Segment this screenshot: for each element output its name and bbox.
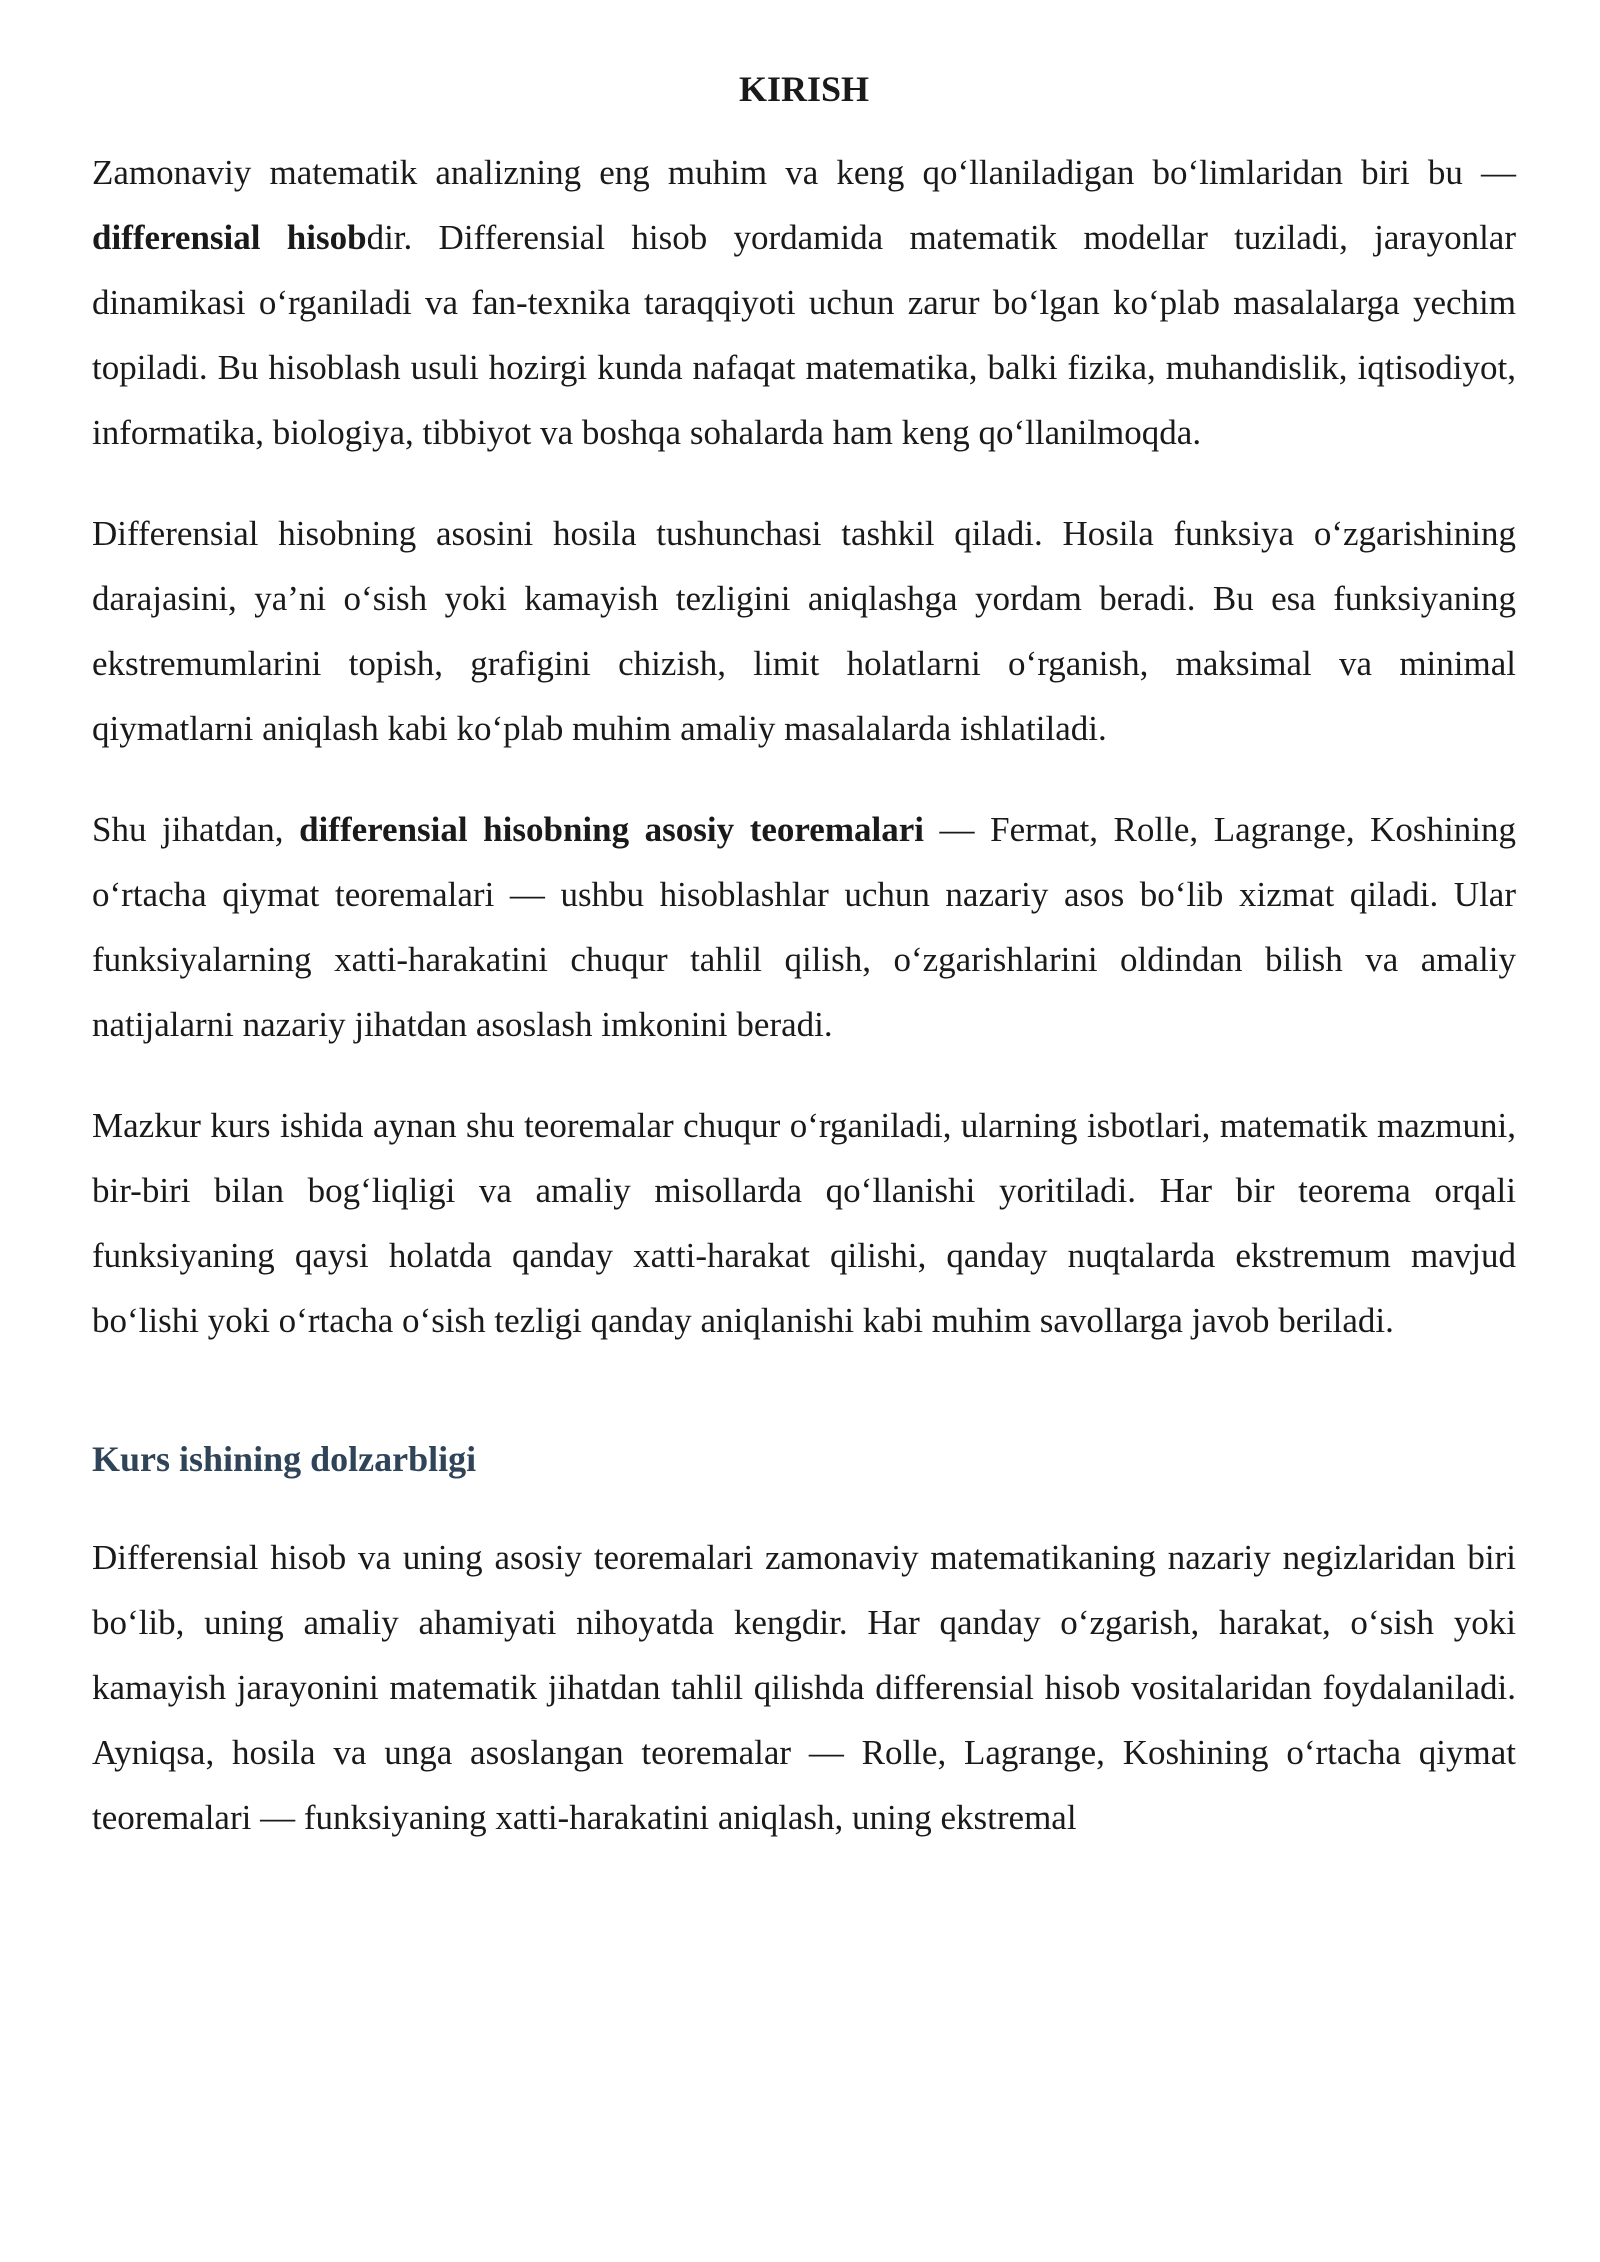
paragraph-text: dir. Differensial hisob yordamida matematik modellar tuziladi, jarayonlar dinamikasi o‘rganiladi va fan-texnika taraqqiyoti uchun zarur bo‘lgan ko‘plab masalalarga yechim topiladi. Bu hisoblash usuli hozirgi kunda nafaqat matematika, balki fizika, muhandislik, iqtisodiyot, informatika, biologiya, tibbiyot va boshqa sohalarda ham keng qo‘llanilmoqda.: [92, 218, 1516, 452]
section-heading: Kurs ishining dolzarbligi: [92, 1439, 477, 1479]
paragraph-text: — Fermat, Rolle, Lagrange, Koshining o‘rtacha qiymat teoremalari — ushbu hisoblashlar uchun nazariy asos bo‘lib xizmat qiladi. Ular funksiyalarning xatti-harakatini chuqur tahlil qilish, o‘zgarishlarini oldindan bilish va amaliy natijalarni nazariy jihatdan asoslash imkonini beradi.: [92, 810, 1516, 1044]
section-paragraph: Differensial hisob va uning asosiy teoremalari zamonaviy matematikaning nazariy negizlaridan biri bo‘lib, uning amaliy ahamiyati nihoyatda kengdir. Har qanday o‘zgarish, harakat, o‘sish yoki kamayish jarayonini matematik jihatdan tahlil qilishda differensial hisob vositalaridan foydalaniladi. Ayniqsa, hosila va unga asoslangan teoremalar — Rolle, Lagrange, Koshining o‘rtacha qiymat teoremalari — funksiyaning xatti-harakatini aniqlash, uning ekstremal: [92, 1538, 1516, 1837]
intro-paragraph-1: [92, 140, 1516, 465]
intro-paragraph-3: [92, 797, 1516, 1057]
bold-term: differensial hisob: [92, 218, 367, 257]
paragraph-text: Zamonaviy matematik analizning eng muhim va keng qo‘llaniladigan bo‘limlaridan biri bu —: [92, 153, 1516, 192]
page-title: KIRISH: [738, 69, 870, 109]
intro-paragraph-4: Mazkur kurs ishida aynan shu teoremalar chuqur o‘rganiladi, ularning isbotlari, matematik mazmuni, bir-biri bilan bog‘liqligi va amaliy misollarda qo‘llanishi yoritiladi. Har bir teorema orqali funksiyaning qaysi holatda qanday xatti-harakat qilishi, qanday nuqtalarda ekstremum mavjud bo‘lishi yoki o‘rtacha o‘sish tezligi qanday aniqlanishi kabi muhim savollarga javob beriladi.: [92, 1106, 1516, 1340]
bold-term: differensial hisobning asosiy teoremalari: [299, 810, 924, 849]
paragraph-text: Shu jihatdan,: [92, 810, 300, 849]
intro-paragraph-2: Differensial hisobning asosini hosila tushunchasi tashkil qiladi. Hosila funksiya o‘zgarishining darajasini, ya’ni o‘sish yoki kamayish tezligini aniqlashga yordam beradi. Bu esa funksiyaning ekstremumlarini topish, grafigini chizish, limit holatlarni o‘rganish, maksimal va minimal qiymatlarni aniqlash kabi ko‘plab muhim amaliy masalalarda ishlatiladi.: [92, 514, 1516, 748]
document-page: [92, 62, 1516, 1886]
